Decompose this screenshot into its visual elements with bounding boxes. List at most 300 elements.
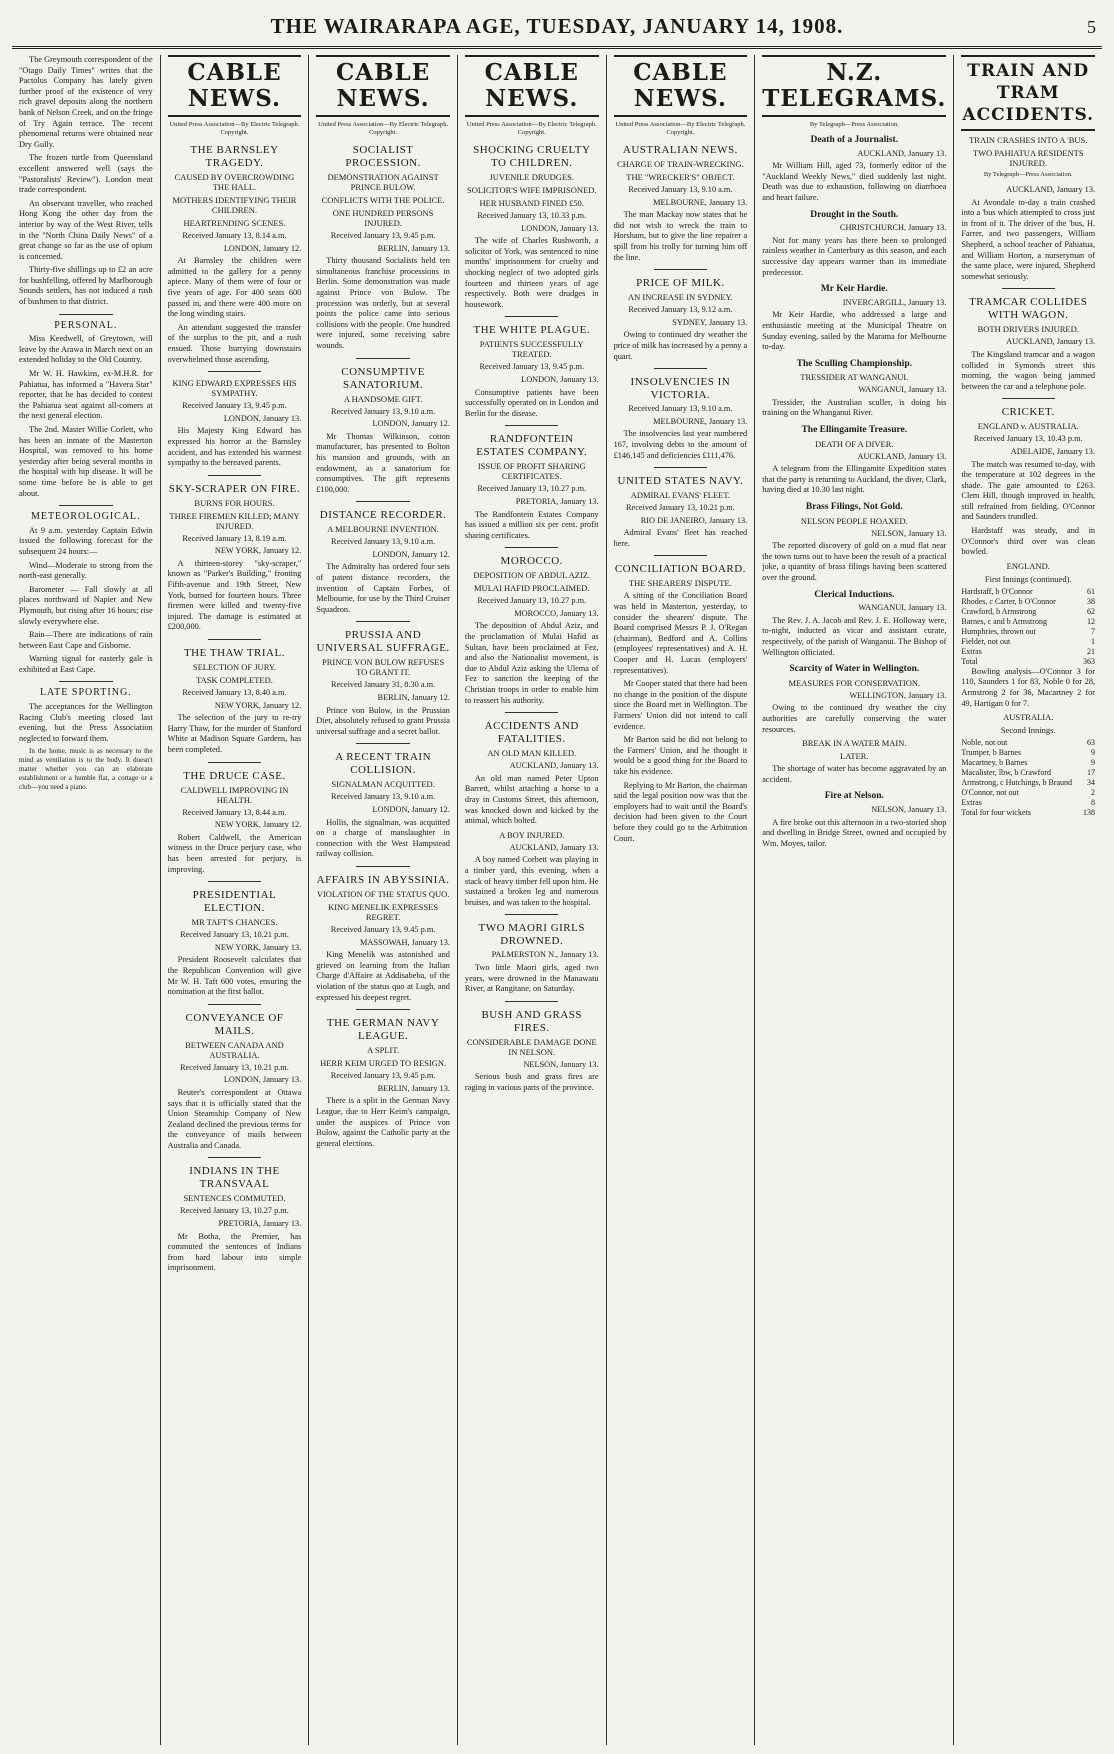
received-line: Received January 13, 9.12 a.m.: [628, 305, 733, 315]
article-subheading: SOLICITOR'S WIFE IMPRISONED.: [467, 185, 597, 195]
dateline: RIO DE JANEIRO, January 13.: [640, 515, 748, 525]
dateline: AUCKLAND, January 13.: [857, 148, 947, 158]
dateline: CHRISTCHURCH, January 13.: [839, 223, 947, 233]
article-headline: The Sculling Championship.: [796, 358, 912, 369]
dateline: BERLIN, January 13.: [377, 243, 450, 253]
article-subheading: DEMONSTRATION AGAINST PRINCE BULOW.: [327, 172, 439, 192]
received-line: Received January 13, 9.10 a.m.: [331, 406, 436, 416]
article-paragraph: The Rev. J. A. Jacob and Rev. J. E. Holloway were, to-night, inducted as vicar and assistant curate, respectively, of the parish of Wanganui. The Bishop of Wellington officiated.: [762, 615, 947, 657]
batsman-runs: 2: [1091, 788, 1096, 798]
divider: [654, 368, 707, 369]
column-banner: CABLE NEWS.: [168, 55, 302, 117]
article-paragraph: A telegram from the Ellingamite Expedition states that the party is returning to Auckland, the diver, Clark, having died at 10.30 last night.: [762, 464, 947, 495]
article-headline: THE DRUCE CASE.: [183, 769, 286, 782]
article-paragraph: Owing to continued dry weather the price of milk has increased by a penny a quart.: [613, 330, 748, 361]
newspaper-title: THE WAIRARAPA AGE, TUESDAY, JANUARY 14, 1908.: [270, 14, 844, 38]
article-headline: CONSUMPTIVE SANATORIUM.: [341, 365, 425, 391]
divider: [59, 681, 112, 682]
masthead: [12, 14, 1102, 49]
article-paragraph: At Barnsley the children were admitted to the gallery for a penny apiece. Many of them were of four or five years of age. For 400 seats 600 passed in, and there were 400 more on the long winding stairs.: [167, 256, 302, 319]
article-subheading: LATER.: [840, 751, 869, 762]
article-headline: CONVEYANCE OF MAILS.: [185, 1011, 284, 1037]
received-line: Received January 13, 8.19 a.m.: [182, 533, 287, 543]
column-banner: TRAIN AND TRAM ACCIDENTS.: [961, 55, 1095, 131]
article-subheading: ENGLAND v. AUSTRALIA.: [977, 421, 1079, 432]
received-line: Received January 13, 8.44 a.m.: [182, 807, 287, 817]
article-paragraph: Serious bush and grass fires are raging in various parts of the province.: [464, 1072, 599, 1092]
received-line: Received January 13, 10.21 p.m.: [626, 503, 735, 513]
article-subheading: BOTH DRIVERS INJURED.: [977, 324, 1079, 335]
article-paragraph: The shortage of water has become aggravated by an accident.: [762, 764, 947, 784]
batsman-runs: 63: [1087, 738, 1096, 748]
received-line: Received January 13, 9.45 p.m.: [330, 231, 436, 240]
article-subheading: SIGNALMAN ACQUITTED.: [331, 779, 435, 790]
article-headline: TWO MAORI GIRLS DROWNED.: [478, 922, 585, 948]
divider: [505, 914, 558, 915]
article-paragraph: The Kingsland tramcar and a wagon collided in Symonds street this morning, the wagon being jammed between the car and a telephone pole.: [961, 349, 1096, 391]
batsman-runs: 12: [1087, 616, 1096, 626]
article-subheading: MOTHERS IDENTIFYING THEIR CHILDREN.: [172, 195, 297, 215]
received-line: Received January 13, 8.14 a.m.: [182, 231, 287, 240]
column-local-news: [12, 55, 161, 1745]
article-paragraph: Two little Maori girls, aged two years, were drowned in the Manawatu River, at Rangitane, on Saturday.: [464, 962, 599, 994]
received-line: Received January 13, 8.40 a.m.: [182, 688, 287, 698]
divider: [654, 269, 707, 270]
total-runs: 138: [1083, 808, 1096, 818]
article-headline: SOCIALIST PROCESSION.: [345, 144, 421, 169]
article-headline: CRICKET.: [1001, 406, 1055, 419]
page-number: 5: [1087, 17, 1096, 37]
dateline: WANGANUI, January 13.: [858, 385, 947, 395]
received-line: Received January 13, 9.10 a.m.: [331, 537, 436, 547]
dateline: PRETORIA, January 13.: [515, 496, 599, 506]
article-paragraph: Warning signal for easterly gale is exhibited at East Cape.: [19, 654, 153, 674]
article-subheading: A MELBOURNE INVENTION.: [327, 524, 439, 535]
divider: [1002, 398, 1055, 399]
article-paragraph: A fire broke out this afternoon in a two-storied shop and dwelling in Bridge Street, owned and occupied by Wm. Moyes, tailor.: [762, 817, 947, 848]
article-headline: Scarcity of Water in Wellington.: [789, 664, 920, 675]
article-headline: PRUSSIA AND UNIVERSAL SUFFRAGE.: [316, 629, 450, 655]
dateline: WANGANUI, January 13.: [858, 603, 947, 613]
scorecard-row: [961, 738, 1095, 748]
divider: [208, 639, 261, 640]
article-paragraph: The Randfontein Estates Company has issued a million six per cent. profit sharing certificates.: [464, 509, 599, 540]
article-paragraph: Miss Keedwell, of Greytown, will leave by the Arawa in March next on an extended holiday to the Old Country.: [19, 334, 153, 365]
dateline: NEW YORK, January 12.: [214, 820, 302, 830]
article-subheading: TRAIN CRASHES INTO A 'BUS.: [969, 135, 1088, 145]
divider: [505, 712, 558, 713]
dateline: MASSOWAH, January 13.: [360, 937, 450, 947]
divider: [654, 467, 707, 468]
scorecard-row: [961, 627, 1095, 637]
received-line: Received January 13, 9.10 a.m.: [628, 185, 733, 194]
column-banner: CABLE NEWS.: [465, 55, 599, 117]
article-subheading: JUVENILE DRUDGES.: [489, 172, 574, 182]
article-subheading: THREE FIREMEN KILLED; MANY INJURED.: [169, 510, 300, 531]
advertisement-text: In the home, music is as necessary to the mind as ventilation is to the body. It doesn't matter whether you can an elaborate establishment or a humble flat, a cottage or a club—you need a piano.: [19, 747, 153, 792]
article-paragraph: Replying to Mr Barton, the chairman said the legal position now was that the employers had to wait until the Board's decision had been given to the Court before they could go to the Arbitration Court.: [613, 780, 748, 843]
batsman-runs: 34: [1087, 778, 1096, 788]
batsman-name: Extras: [961, 798, 982, 808]
batsman-runs: 21: [1087, 646, 1096, 656]
scorecard-england: [961, 587, 1095, 657]
article-subheading: HEARTRENDING SCENES.: [183, 218, 286, 228]
article-headline: SKY-SCRAPER ON FIRE.: [168, 482, 301, 495]
article-subheading: KING EDWARD EXPRESSES HIS SYMPATHY.: [172, 378, 297, 399]
dateline: AUCKLAND, January 13.: [509, 842, 599, 852]
article-headline: INDIANS IN THE TRANSVAAL: [189, 1165, 280, 1191]
article-paragraph: Mr Thomas Wilkinson, cotton manufacturer, has presented to Bolton his mansion and grounds, with an endowment, as a sanatorium for consumptives. The gift represents £100,000.: [316, 431, 450, 494]
batsman-name: Macalister, lbw, b Crawford: [961, 768, 1051, 778]
dateline: LONDON, January 13.: [223, 1075, 302, 1085]
dateline: PRETORIA, January 13.: [218, 1219, 302, 1229]
article-headline: AUSTRALIAN NEWS.: [622, 144, 738, 156]
article-paragraph: The deposition of Abdul Aziz, and the proclamation of Mulai Hafid as Sultan, have been proclaimed at Fez, and also the Nationalist movement, is due to Abdul Aziz asking the Ulema of Fez to sanction the keeping of the Christian troops in order to enable him to reassert his authority.: [464, 621, 599, 705]
column-banner: CABLE NEWS.: [316, 55, 450, 117]
article-paragraph: The wife of Charles Rushworth, a solicitor of York, was sentenced to nine months' imprisonment for cruelty and shocking neglect of two adopted girls fourteen and thirteen years of age respectively. Both were drudges in housework.: [464, 236, 599, 309]
article-subheading: KING MENELIK EXPRESSES REGRET.: [328, 901, 439, 922]
article-paragraph: Rain—There are indications of rain between East Cape and Gisborne.: [19, 630, 153, 650]
total-runs: 363: [1083, 656, 1096, 666]
divider: [208, 762, 261, 763]
dateline: LONDON, January 13.: [521, 374, 599, 384]
batsman-name: Trumper, b Barnes: [961, 748, 1022, 758]
batsman-runs: 8: [1091, 798, 1096, 808]
scorecard-total: [961, 657, 1095, 667]
batsman-name: Noble, not out: [961, 738, 1008, 748]
article-subheading: CALDWELL IMPROVING IN HEALTH.: [180, 784, 289, 805]
article-paragraph: President Roosevelt calculates that the Republican Convention will give Mr W. H. Taft 600 votes, ensuring the nomination at the first ballot.: [167, 955, 302, 997]
scorecard-heading: ENGLAND.: [1006, 560, 1050, 571]
article-headline: THE GERMAN NAVY LEAGUE.: [326, 1017, 440, 1043]
article-headline: THE WHITE PLAGUE.: [473, 324, 591, 337]
received-line: Received January 13, 10.27 p.m.: [477, 596, 587, 606]
divider: [356, 621, 409, 622]
scorecard-subheading: Second Innings.: [1000, 725, 1056, 736]
dateline: NEW YORK, January 12.: [214, 546, 302, 556]
article-headline: TRAMCAR COLLIDES WITH WAGON.: [969, 296, 1088, 322]
article-headline: Fire at Nelson.: [824, 791, 884, 802]
article-subheading: CHARGE OF TRAIN-WRECKING.: [617, 159, 744, 169]
divider: [59, 314, 112, 315]
article-headline: BUSH AND GRASS FIRES.: [481, 1008, 582, 1034]
article-headline: UNITED STATES NAVY.: [617, 475, 744, 488]
dateline: AUCKLAND, January 13.: [1006, 185, 1096, 194]
article-headline: CONCILIATION BOARD.: [614, 563, 746, 576]
article-paragraph: Owing to the continued dry weather the city authorities are carefully conserving the water resources.: [762, 703, 947, 734]
batsman-runs: 62: [1087, 606, 1096, 616]
divider: [208, 1004, 261, 1005]
article-subheading: MR TAFT'S CHANCES.: [191, 917, 278, 928]
article-paragraph: A boy named Corbett was playing in a timber yard, this evening, when a stack of heavy timber fell upon him. He sustained a broken leg and numerous bruises, and was taken to the hospital.: [464, 855, 599, 907]
byline: By Telegraph—Press Association.: [983, 171, 1073, 178]
article-subheading: PATIENTS SUCCESSFULLY TREATED.: [479, 339, 584, 360]
batsman-runs: 38: [1087, 596, 1096, 606]
divider: [208, 881, 261, 882]
article-subheading: CONSIDERABLE DAMAGE DONE IN NELSON.: [466, 1036, 597, 1057]
divider: [208, 475, 261, 476]
divider: [59, 505, 112, 506]
batsman-name: Armstrong, c Hutchings, b Braund: [961, 778, 1073, 788]
divider: [356, 866, 409, 867]
dateline: WELLINGTON, January 13.: [849, 690, 947, 700]
divider: [505, 316, 558, 317]
divider: [654, 555, 707, 556]
article-paragraph: Not for many years has there been so prolonged rainless weather in Canterbury as this season, and each successive day appears warmer than its immediate predecessor.: [762, 235, 947, 277]
article-headline: DISTANCE RECORDER.: [319, 509, 447, 522]
section-heading-sporting: LATE SPORTING.: [39, 687, 132, 699]
byline: United Press Association—By Electric Telegraph. Copyright.: [318, 121, 449, 136]
column-cable-news-4: [607, 55, 756, 1745]
dateline: MOROCCO, January 13.: [514, 608, 599, 618]
article-subheading: PRINCE VON BULOW REFUSES TO GRANT IT.: [321, 657, 445, 678]
article-subheading: BREAK IN A WATER MAIN.: [802, 738, 907, 749]
column-banner: CABLE NEWS.: [614, 55, 748, 117]
article-paragraph: The 2nd. Master Willie Corlett, who has been an inmate of the Masterton Hospital, was removed to his home yesterday after being several months in the hospital with hip disease. It will be some time before he is able to get about.: [19, 425, 153, 498]
byline: United Press Association—By Electric Telegraph. Copyright.: [169, 121, 300, 136]
article-headline: Mr Keir Hardie.: [820, 284, 888, 295]
article-paragraph: His Majesty King Edward has expressed his horror at the Barnsley accident, and has extended his warmest sympathy to the bereaved parents.: [167, 426, 302, 468]
article-paragraph: Bowling analysis—O'Connor 3 for 110, Saunders 1 for 83, Noble 0 for 28, Armstrong 2 for 36, Macartney 2 for 49, Hartigan 0 for 7.: [961, 666, 1096, 708]
article-paragraph: The match was resumed to-day, with the temperature at 102 degrees in the shade. The gate amounted to £263. Clem Hill, though improved in health, still refrained from fielding. O'Connor and Saunders trundled.: [961, 459, 1096, 522]
article-headline: The Ellingamite Treasure.: [801, 425, 908, 436]
batsman-runs: 1: [1091, 636, 1096, 646]
article-paragraph: An observant traveller, who reached Hong Kong the other day from the interior by way of the West River, tells in the "North China Daily News" of a great change so far as the use of opium is concerned.: [19, 198, 153, 261]
total-label: Total for four wickets: [961, 808, 1031, 818]
article-paragraph: The acceptances for the Wellington Racing Club's meeting closed last evening, but the Press Association neglected to forward them.: [19, 702, 153, 743]
article-headline: AFFAIRS IN ABYSSINIA.: [316, 873, 450, 886]
received-line: Received January 13, 9.10 a.m.: [331, 792, 436, 802]
received-line: Received January 13, 9.45 p.m.: [330, 924, 436, 934]
article-subheading: HER HUSBAND FINED £50.: [479, 198, 584, 208]
article-headline: MOROCCO.: [500, 555, 563, 568]
batsman-runs: 7: [1091, 626, 1096, 636]
column-cable-news-3: [458, 55, 607, 1745]
dateline: MELBOURNE, January 13.: [653, 197, 748, 207]
divider: [356, 743, 409, 744]
article-paragraph: Mr Botha, the Premier, has commuted the sentences of Indians from hard labour into simple imprisonment.: [167, 1231, 302, 1273]
article-paragraph: The selection of the jury to re-try Harry Thaw, for the murder of Stanford White at Madison Square Gardens, has been completed.: [167, 713, 302, 754]
article-paragraph: At 9 a.m. yesterday Captain Edwin issued the following forecast for the subsequent 24 hours:—: [19, 525, 153, 556]
divider: [505, 547, 558, 548]
article-headline: Death of a Journalist.: [810, 135, 899, 145]
received-line: Received January 13, 9.10 a.m.: [628, 404, 733, 414]
received-line: Received January 13, 9.45 p.m.: [479, 362, 585, 372]
article-subheading: A BOY INJURED.: [499, 829, 565, 840]
dateline: LONDON, January 12.: [372, 549, 450, 559]
received-line: Received January 13, 10.27 p.m.: [477, 484, 587, 494]
dateline: AUCKLAND, January 13.: [857, 451, 947, 461]
article-paragraph: The Admiralty has ordered four sets of patent distance recorders, the invention of Captain Forbes, of Melbourne, for use by the Third Cruiser Squadron.: [316, 562, 450, 614]
article-subheading: DEPOSITION OF ABDUL AZIZ.: [473, 570, 591, 581]
column-cable-news-1: [161, 55, 310, 1745]
article-paragraph: A thirteen-storey "sky-scraper," known as "Parker's Building," fronting Fifth-avenue and 19th Street, New York, burned for fourteen hours. Three firemen were killed and twenty-five injured. The damage is estimated at £200,000.: [167, 558, 302, 632]
article-subheading: DEATH OF A DIVER.: [815, 438, 894, 449]
article-paragraph: Mr William Hill, aged 73, formerly editor of the "Auckland Weekly News," died suddenly last night. Death was due to exhaustion, following on diarrhoea and heart failure.: [762, 161, 947, 202]
byline: United Press Association—By Electric Telegraph. Copyright.: [615, 121, 746, 136]
article-headline: THE THAW TRIAL.: [183, 647, 285, 660]
scorecard-row: [961, 798, 1095, 808]
divider: [505, 425, 558, 426]
received-line: Received January 13, 10.21 p.m.: [180, 930, 289, 940]
article-headline: THE BARNSLEY TRAGEDY.: [190, 144, 279, 169]
article-headline: Brass Filings, Not Gold.: [805, 502, 903, 513]
batsman-runs: 9: [1091, 758, 1096, 768]
scorecard-row: [961, 617, 1095, 627]
dateline: LONDON, January 12.: [372, 419, 450, 429]
article-headline: SHOCKING CRUELTY TO CHILDREN.: [473, 144, 591, 169]
divider: [1002, 288, 1055, 289]
received-line: Received January 13, 10.43 p.m.: [973, 434, 1083, 444]
divider: [505, 1001, 558, 1002]
dateline: NEW YORK, January 13.: [214, 942, 302, 952]
dateline: INVERCARGILL, January 13.: [842, 297, 947, 307]
article-headline: Clerical Inductions.: [814, 589, 895, 600]
article-headline: ACCIDENTS AND FATALITIES.: [484, 720, 579, 746]
article-subheading: MEASURES FOR CONSERVATION.: [788, 677, 921, 688]
divider: [356, 1009, 409, 1010]
article-paragraph: Hardstaff was steady, and in O'Connor's third over was clean bowled.: [961, 526, 1096, 557]
article-subheading: THE SHEARERS' DISPUTE.: [628, 578, 732, 589]
received-line: Received January 13, 9.45 p.m.: [182, 401, 287, 411]
batsman-name: Barnes, c and b Armstrong: [961, 616, 1047, 626]
received-line: Received January 13, 9.45 p.m.: [330, 1071, 436, 1081]
dateline: NELSON, January 13.: [871, 804, 947, 814]
scorecard-row: [961, 647, 1095, 657]
batsman-name: Fielder, not out: [961, 636, 1011, 646]
scorecard-row: [961, 587, 1095, 597]
column-accidents-cricket: [954, 55, 1102, 1745]
article-paragraph: Prince von Bulow, in the Prussian Diet, absolutely refused to grant Prussia universal suffrage and a secret ballot.: [316, 705, 450, 736]
scorecard-australia: [961, 738, 1095, 808]
batsman-name: Humphries, thrown out: [961, 626, 1036, 636]
article-paragraph: Wind—Moderate to strong from the north-east generally.: [19, 560, 153, 581]
byline: By Telegraph—Press Association.: [809, 121, 899, 128]
dateline: BERLIN, January 12.: [377, 693, 450, 703]
scorecard-row: [961, 778, 1095, 788]
article-subheading: A SPLIT.: [367, 1045, 400, 1056]
article-paragraph: Consumptive patients have been successfully operated on in London and Berlin for the disease.: [464, 387, 599, 418]
scorecard-row: [961, 788, 1095, 798]
article-subheading: MULAI HAFID PROCLAIMED.: [474, 583, 590, 594]
article-paragraph: Mr Cooper stated that there had been no change in the position of the dispute since the Board met in Wellington. The Farmers' Union did not intend to call evidence.: [613, 679, 748, 731]
section-heading-meteorological: METEOROLOGICAL.: [30, 511, 141, 523]
dateline: PALMERSTON N., January 13.: [491, 950, 599, 960]
column-banner: N.Z. TELEGRAMS.: [762, 55, 946, 117]
scorecard-heading: AUSTRALIA.: [1003, 712, 1054, 723]
column-nz-telegrams: [755, 55, 954, 1745]
divider: [356, 358, 409, 359]
article-subheading: BURNS FOR HOURS.: [194, 497, 275, 508]
article-subheading: VIOLATION OF THE STATUS QUO.: [316, 888, 450, 899]
dateline: ADELAIDE, January 13.: [1010, 446, 1096, 456]
scorecard-row: [961, 607, 1095, 617]
article-paragraph: Mr Barton said he did not belong to the Farmers' Union, and he thought it would be a good thing for the Board to take his evidence.: [613, 735, 748, 776]
article-subheading: TASK COMPLETED.: [196, 675, 273, 686]
columns: [12, 55, 1102, 1745]
scorecard-total: [961, 808, 1095, 818]
dateline: NELSON, January 13.: [871, 528, 947, 538]
article-subheading: THE "WRECKER'S" OBJECT.: [626, 172, 735, 182]
scorecard-subheading: First Innings (continued).: [984, 573, 1072, 584]
article-subheading: TRESSIDER AT WANGANUI.: [800, 372, 909, 383]
article-paragraph: King Menelik was astonished and grieved on learning from the Italian Charge d'Affaire at Addisabeba, of the violation of the status quo at Lugh, and expressed his deepest regret.: [316, 950, 450, 1002]
dateline: AUCKLAND, January 13.: [509, 761, 599, 771]
article-paragraph: Admiral Evans' fleet has reached here.: [613, 528, 748, 548]
batsman-name: Crawford, b Armstrong: [961, 606, 1037, 616]
byline: United Press Association—By Electric Telegraph. Copyright.: [466, 121, 597, 136]
batsman-name: Hardstaff, b O'Connor: [961, 586, 1033, 596]
batsman-name: Macartney, b Barnes: [961, 758, 1028, 768]
article-paragraph: An attendant suggested the transfer of the surplus to the pit, and a rush ensued. Those hurrying downstairs overwhelmed those ascending.: [167, 322, 302, 364]
article-paragraph: The Greymouth correspondent of the "Otago Daily Times" writes that the Pactolus Company has lately given further proof of the existence of very rich gravel deposits along the northern bank of Nelson Creek, and on the fringe of Try Again terrace. The recent phenomenal returns were obtained near Dry Gully.: [19, 55, 153, 149]
article-paragraph: Thirty thousand Socialists held ten simultaneous franchise processions in Berlin. Some demonstration was made against Prince von Bulow. The procession was orderly, but at several points the police came into serious collisions with the people. One hundred were injured, some receiving sabre wounds.: [316, 256, 450, 350]
article-headline: Drought in the South.: [810, 209, 899, 220]
received-line: Received January 13, 10.33 p.m.: [477, 211, 587, 220]
article-subheading: BETWEEN CANADA AND AUSTRALIA.: [185, 1039, 284, 1060]
divider: [208, 1157, 261, 1158]
article-paragraph: At Avondale to-day a train crashed into a 'bus which attempted to cross just in front of it. The driver of the 'bus, H. Farrer, and two passengers, William Shepherd, a school teacher of Pahiatua, and William Horton, a nurseryman of the same place, were injured, Shepherd somewhat seriously.: [961, 197, 1096, 281]
divider: [208, 371, 261, 372]
article-paragraph: Reuter's correspondent at Ottawa says that it is officially stated that the Union Steamship Company of New Zealand declined the previous terms for the conveyance of mails between Australia and Canada.: [167, 1087, 302, 1150]
article-paragraph: Barometer — Fall slowly at all places northward of Napier and New Plymouth, but rising after 16 hours; rise slowly everywhere else.: [19, 584, 153, 626]
dateline: LONDON, January 12.: [223, 243, 302, 253]
article-paragraph: Mr W. H. Hawkins, ex-M.H.R. for Pahiatua, has informed a "Havera Star" reporter, that he has decided to contest the Pahiatua seat against all-comers at the next general election.: [19, 369, 153, 421]
article-paragraph: Hollis, the signalman, was acquitted on a charge of manslaughter in connection with the West Hampstead railway collision.: [316, 817, 450, 859]
article-subheading: TWO PAHIATUA RESIDENTS INJURED.: [972, 148, 1084, 168]
scorecard-row: [961, 748, 1095, 758]
batsman-name: Rhodes, c Carter, b O'Connor: [961, 596, 1056, 606]
article-subheading: SELECTION OF JURY.: [192, 662, 277, 673]
article-subheading: A HANDSOME GIFT.: [343, 393, 423, 404]
total-label: Total: [961, 656, 978, 666]
dateline: LONDON, January 13.: [521, 223, 599, 233]
dateline: SYDNEY, January 13.: [672, 317, 748, 327]
column-cable-news-2: [309, 55, 458, 1745]
dateline: LONDON, January 12.: [372, 805, 450, 814]
article-paragraph: The frozen turtle from Queensland excellent answered well (says the "Pastoralists' Review"). London meat trade correspondent.: [19, 153, 153, 195]
dateline: MELBOURNE, January 13.: [653, 416, 748, 426]
dateline: BERLIN, January 13.: [377, 1083, 450, 1093]
article-paragraph: Tressider, the Australian sculler, is doing his training on the Whanganui River.: [762, 397, 947, 418]
dateline: NELSON, January 13.: [523, 1059, 599, 1069]
batsman-runs: 61: [1087, 586, 1096, 596]
article-subheading: SENTENCES COMMUTED.: [183, 1193, 286, 1204]
received-line: Received January 31, 8.30 a.m.: [331, 680, 436, 690]
scorecard-row: [961, 637, 1095, 647]
divider: [356, 501, 409, 502]
article-paragraph: Thirty-five shillings up to £2 an acre for bushfelling, offered by Marlborough Sounds settlers, has not induced a rush of bushmen to that district.: [19, 265, 153, 307]
article-subheading: AN INCREASE IN SYDNEY.: [628, 292, 733, 303]
article-paragraph: The reported discovery of gold on a mud flat near the town turns out to have been the result of a practical joke, a quantity of brass filings having been scattered over the ground.: [762, 541, 947, 582]
article-subheading: CONFLICTS WITH THE POLICE.: [321, 195, 445, 205]
article-paragraph: A sitting of the Conciliation Board was held in Masterton, yesterday, to consider the shearers' dispute. The Board comprised Messrs P. J. O'Regan (chairman), Bedford and A. Collins (employees' representatives) and A. H. Cooper and H. Lucas (employers' representatives).: [613, 591, 748, 675]
article-headline: A RECENT TRAIN COLLISION.: [335, 751, 432, 777]
article-subheading: AN OLD MAN KILLED.: [487, 748, 577, 759]
article-headline: INSOLVENCIES IN VICTORIA.: [630, 376, 731, 402]
article-subheading: HERR KEIM URGED TO RESIGN.: [320, 1058, 447, 1069]
dateline: LONDON, January 13.: [223, 413, 302, 423]
batsman-runs: 9: [1091, 748, 1096, 758]
article-paragraph: The insolvencies last year numbered 167, involving debts to the amount of £146,145 and deficiencies £111,476.: [613, 429, 748, 460]
scorecard-row: [961, 597, 1095, 607]
scorecard-row: [961, 768, 1095, 778]
article-paragraph: There is a split in the German Navy League, due to Herr Keim's campaign, under the auspices of Prince von Bulow, against the Catholic party at the general elections.: [316, 1096, 450, 1148]
batsman-name: O'Connor, not out: [961, 788, 1019, 798]
batsman-name: Extras: [961, 646, 982, 656]
article-paragraph: Robert Caldwell, the American witness in the Druce perjury case, who has been arrested for perjury, is improving.: [167, 832, 302, 874]
article-subheading: ADMIRAL EVANS' FLEET.: [630, 490, 731, 501]
